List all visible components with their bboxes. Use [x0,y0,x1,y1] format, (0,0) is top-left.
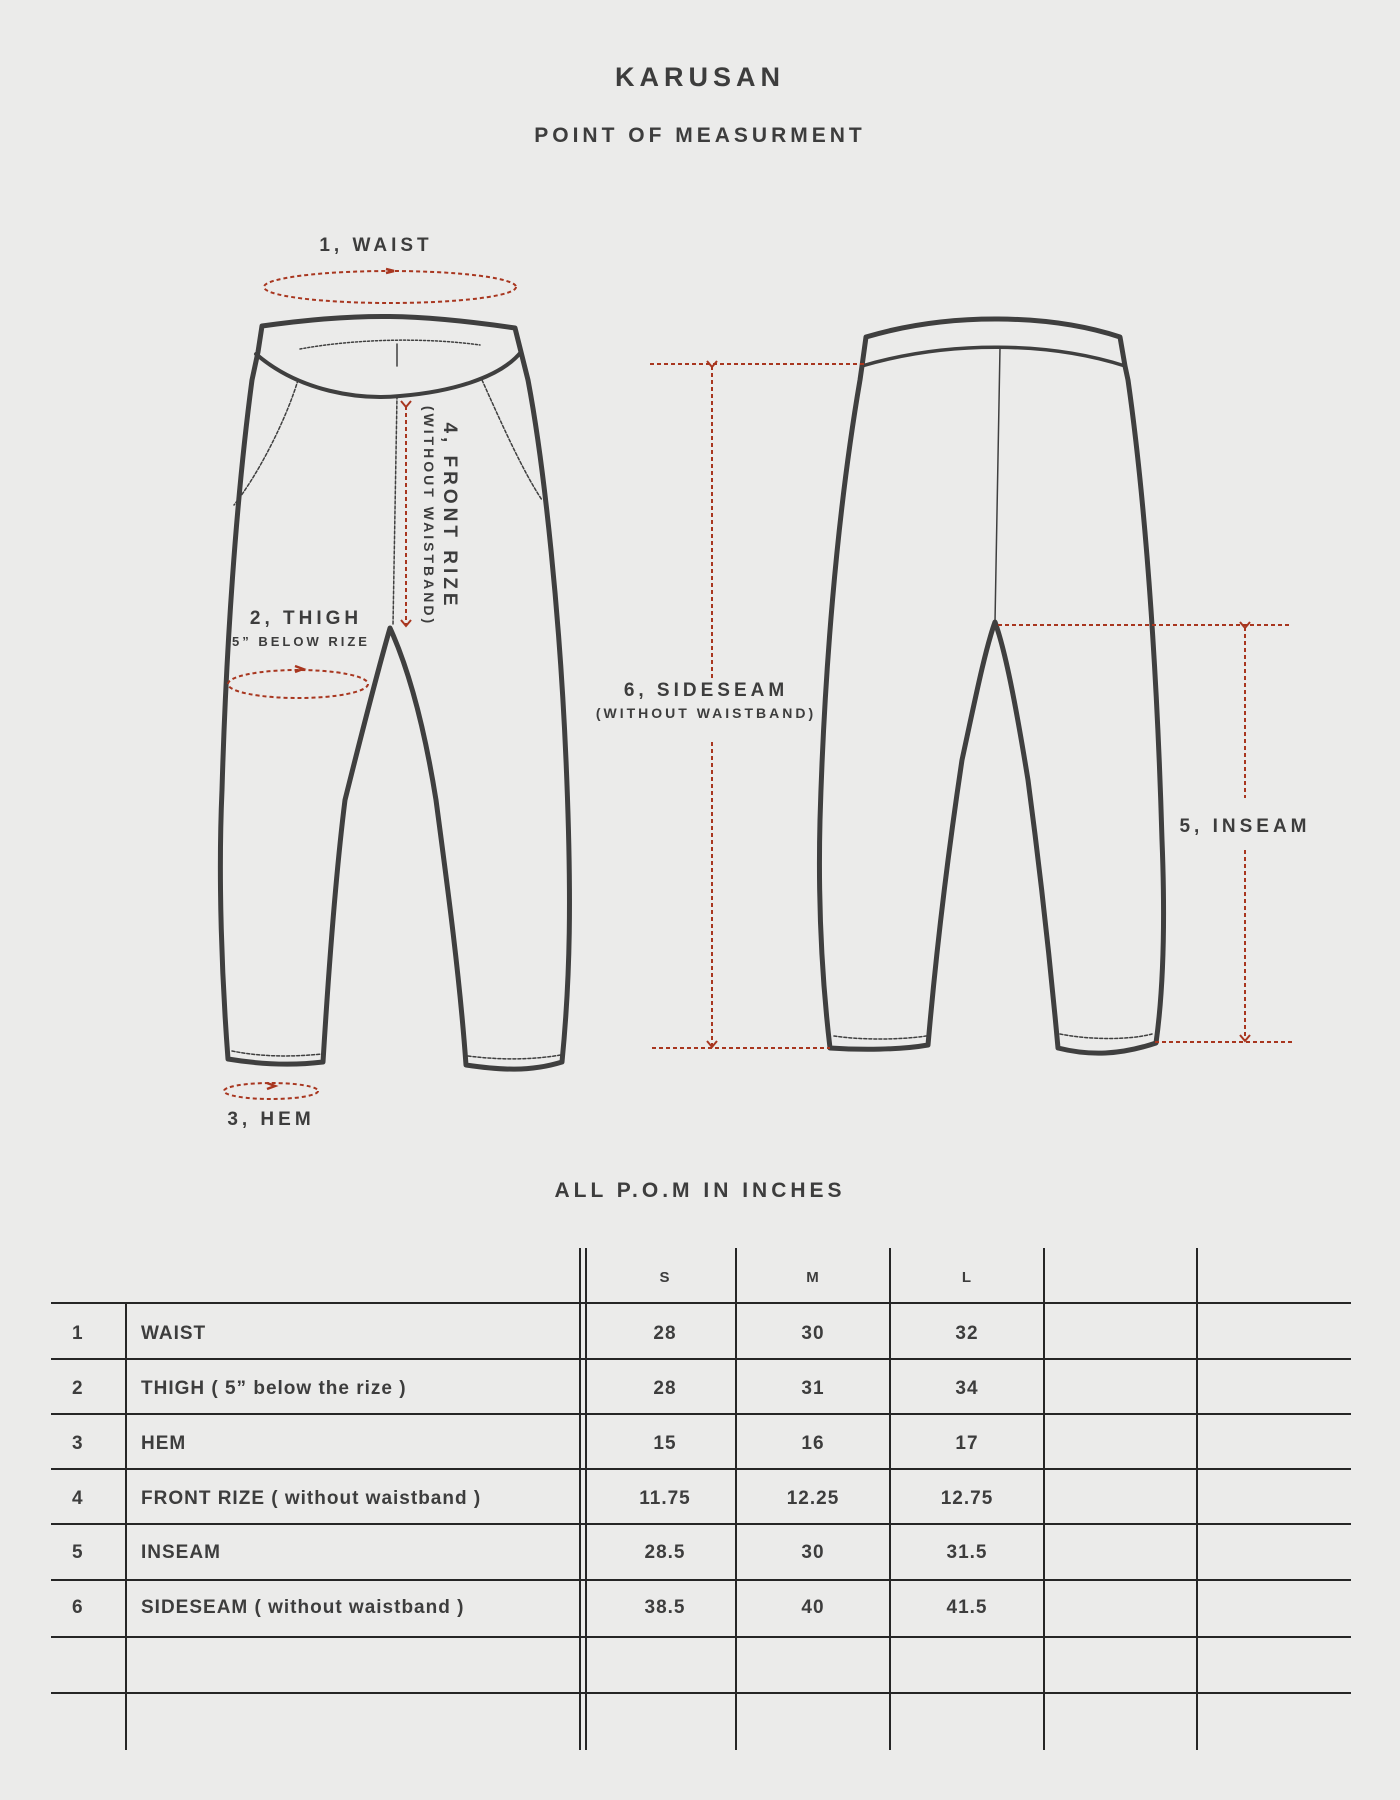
cell-s: 28 [653,1323,677,1344]
cell-m: 40 [801,1597,825,1618]
sideseam-label: 6, SIDESEAM [623,680,789,701]
cell-l: 12.75 [940,1488,994,1509]
row-label: INSEAM [141,1542,221,1563]
row-number: 2 [72,1378,84,1399]
front-rize-label: 4, FRONT RIZE [439,422,460,610]
cell-l: 41.5 [946,1597,988,1618]
column-header-s: S [659,1269,671,1286]
front-rize-labels [421,406,460,626]
cell-s: 28.5 [644,1542,686,1563]
cell-l: 34 [955,1378,979,1399]
cell-l: 32 [955,1323,979,1344]
thigh-note-label: 5” BELOW RIZE [232,634,370,649]
front-pants-outline [220,316,569,1069]
row-number: 4 [72,1488,84,1509]
back-pants-drawing [819,319,1163,1053]
back-pants-outline [819,319,1163,1053]
cell-m: 31 [801,1378,825,1399]
sideseam-note-label: (WITHOUT WAISTBAND) [595,705,817,721]
brand-name: KARUSAN [615,62,785,92]
cell-s: 15 [653,1433,677,1454]
page-title: POINT OF MEASURMENT [534,124,866,147]
cell-m: 16 [801,1433,825,1454]
row-number: 5 [72,1542,84,1563]
cell-m: 30 [801,1323,825,1344]
front-pants-drawing [220,316,569,1069]
waist-label: 1, WAIST [319,235,433,256]
cell-s: 38.5 [644,1597,686,1618]
row-label: HEM [141,1433,187,1454]
cell-l: 17 [955,1433,979,1454]
row-label: FRONT RIZE ( without waistband ) [141,1488,482,1509]
waist-measure-ellipse [264,271,516,303]
column-header-l: L [961,1269,973,1286]
front-rize-note-label: (WITHOUT WAISTBAND) [421,405,437,627]
hem-label: 3, HEM [227,1109,315,1130]
inseam-label: 5, INSEAM [1179,816,1311,837]
cell-m: 30 [801,1542,825,1563]
row-number: 1 [72,1323,84,1344]
table-title: ALL P.O.M IN INCHES [554,1179,846,1202]
cell-s: 11.75 [639,1488,691,1509]
cell-m: 12.25 [786,1488,840,1509]
thigh-label: 2, THIGH [249,608,363,629]
row-label: SIDESEAM ( without waistband ) [141,1597,465,1618]
row-number: 3 [72,1433,84,1454]
cell-s: 28 [653,1378,677,1399]
row-label: THIGH ( 5” below the rize ) [141,1378,407,1399]
column-header-m: M [806,1269,820,1286]
row-number: 6 [72,1597,84,1618]
cell-l: 31.5 [946,1542,988,1563]
row-label: WAIST [141,1323,207,1344]
